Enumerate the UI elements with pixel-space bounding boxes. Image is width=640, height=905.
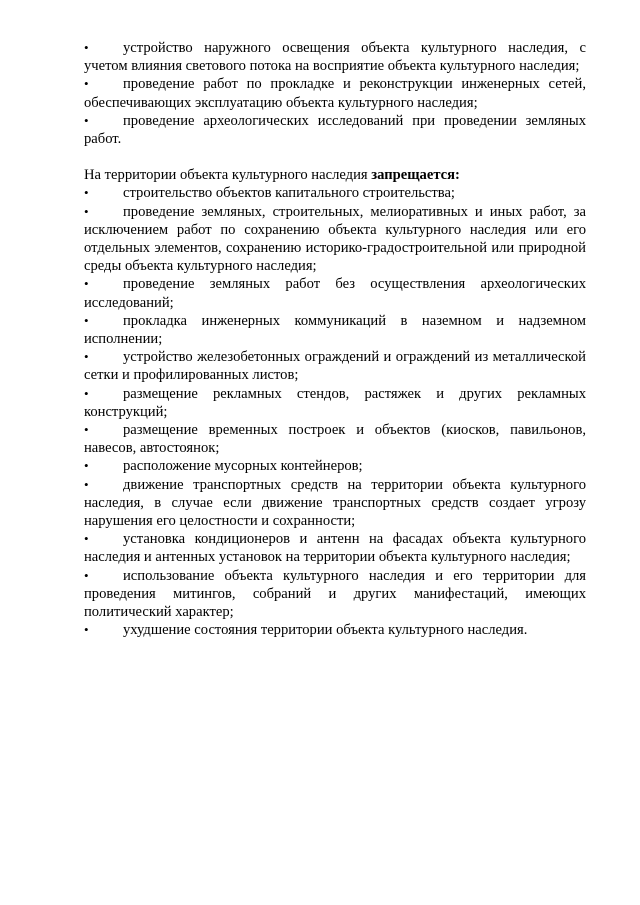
bullet-icon: • xyxy=(84,312,89,328)
list-item-text: расположение мусорных контейнеров; xyxy=(123,458,363,475)
bullet-icon: • xyxy=(84,476,89,492)
list-item-text: устройство железобетонных ограждений и ограждений из металлической сетки и профилированных листов; xyxy=(84,349,586,384)
permitted-works-list xyxy=(84,39,586,148)
bullet-icon: • xyxy=(84,40,89,55)
list-item xyxy=(84,75,586,111)
list-item-text: размещение временных построек и объектов (киосков, павильонов, навесов, автостоянок; xyxy=(84,422,586,457)
bullet-icon: • xyxy=(84,531,89,547)
bullet-icon: • xyxy=(84,185,89,201)
list-item xyxy=(84,476,586,531)
list-item xyxy=(84,184,586,202)
intro-bold-text: запрещается: xyxy=(371,167,460,184)
list-item-text: движение транспортных средств на территории объекта культурного наследия, в случае если движение транспортных средств создает угрозу нарушения его целостности и сохранности; xyxy=(84,476,586,530)
list-item xyxy=(84,530,586,566)
list-item-text: прокладка инженерных коммуникаций в наземном и надземном исполнении; xyxy=(84,312,586,348)
bullet-icon: • xyxy=(84,458,89,474)
bullet-icon: • xyxy=(84,112,89,128)
bullet-icon: • xyxy=(84,567,89,583)
list-item xyxy=(84,275,586,311)
bullet-icon: • xyxy=(84,203,89,219)
list-item xyxy=(84,421,586,457)
list-item-text: размещение рекламных стендов, растяжек и других рекламных конструкций; xyxy=(84,385,586,420)
bullet-icon: • xyxy=(84,422,89,438)
list-item-text: устройство наружного освещения объекта культурного наследия, с учетом влияния светового потока на восприятие объекта культурного наследия; xyxy=(84,40,586,75)
list-item-text: проведение земляных, строительных, мелиоративных и иных работ, за исключением работ по сохранению объекта культурного наследия или его отдельных элементов, сохранению историко-градостроительной или природной среды объекта культурного наследия; xyxy=(84,203,586,275)
list-item-text: ухудшение состояния территории объекта культурного наследия. xyxy=(123,622,528,639)
list-item xyxy=(84,457,586,475)
list-item-text: проведение работ по прокладке и реконструкции инженерных сетей, обеспечивающих эксплуатацию объекта культурного наследия; xyxy=(84,76,586,111)
list-item-text: проведение земляных работ без осуществления археологических исследований; xyxy=(84,276,586,311)
bullet-icon: • xyxy=(84,76,89,92)
list-item xyxy=(84,312,586,348)
intro-text: На территории объекта культурного наследия xyxy=(84,167,372,184)
list-item xyxy=(84,348,586,384)
list-item-text: проведение археологических исследований при проведении земляных работ. xyxy=(84,112,586,148)
bullet-icon: • xyxy=(84,349,89,365)
list-item xyxy=(84,39,586,75)
list-item xyxy=(84,112,586,148)
list-item xyxy=(84,385,586,421)
list-item xyxy=(84,621,586,639)
list-item-text: установка кондиционеров и антенн на фасадах объекта культурного наследия и антенных установок на территории объекта культурного наследия; xyxy=(84,531,586,566)
list-item-text: использование объекта культурного наследия и его территории для проведения митингов, собраний и других манифестаций, имеющих политический характер; xyxy=(84,567,586,621)
bullet-icon: • xyxy=(84,276,89,292)
list-item-text: строительство объектов капитального строительства; xyxy=(123,185,455,202)
list-item xyxy=(84,203,586,276)
prohibition-intro xyxy=(84,166,586,184)
bullet-icon: • xyxy=(84,622,89,638)
list-item xyxy=(84,567,586,622)
bullet-icon: • xyxy=(84,385,89,401)
document-page xyxy=(84,39,586,640)
prohibited-works-list xyxy=(84,184,586,639)
